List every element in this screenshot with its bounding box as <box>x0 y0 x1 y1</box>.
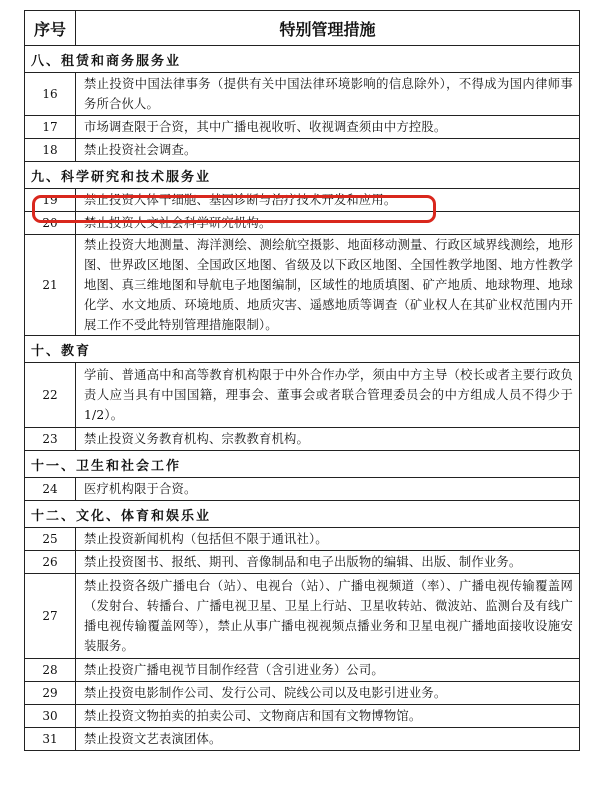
section-title: 十一、卫生和社会工作 <box>25 451 580 478</box>
row-number: 21 <box>25 235 76 336</box>
section-title: 八、租赁和商务服务业 <box>25 46 580 73</box>
special-measures-table <box>24 10 580 751</box>
row-text: 禁止投资社会调查。 <box>76 139 580 162</box>
section-row <box>25 501 580 528</box>
row-number: 19 <box>25 189 76 212</box>
section-title: 十二、文化、体育和娱乐业 <box>25 501 580 528</box>
table-row <box>25 574 580 659</box>
table-row <box>25 139 580 162</box>
row-text: 学前、普通高中和高等教育机构限于中外合作办学，须由中方主导（校长或者主要行政负责人应当具有中国国籍，理事会、董事会或者联合管理委员会的中方组成人员不得少于 1/2）。 <box>76 363 580 428</box>
row-text: 市场调查限于合资，其中广播电视收听、收视调查须由中方控股。 <box>76 116 580 139</box>
row-text: 医疗机构限于合资。 <box>76 478 580 501</box>
table-row <box>25 116 580 139</box>
row-number: 20 <box>25 212 76 235</box>
section-title: 十、教育 <box>25 336 580 363</box>
row-number: 22 <box>25 363 76 428</box>
row-number: 31 <box>25 728 76 751</box>
row-text: 禁止投资大地测量、海洋测绘、测绘航空摄影、地面移动测量、行政区域界线测绘，地形图、世界政区地图、全国政区地图、省级及以下政区地图、全国性教学地图、地方性教学地图、真三维地图和导航电子地图编制，区域性的地质填图、矿产地质、地球物理、地球化学、水文地质、环境地质、地质灾害、遥感地质等调查（矿业权人在其矿业权范围内开展工作不受此特别管理措施限制）。 <box>76 235 580 336</box>
table-row <box>25 728 580 751</box>
row-text: 禁止投资文物拍卖的拍卖公司、文物商店和国有文物博物馆。 <box>76 705 580 728</box>
header-special-measures: 特别管理措施 <box>76 11 580 46</box>
row-number: 27 <box>25 574 76 659</box>
row-text: 禁止投资新闻机构（包括但不限于通讯社）。 <box>76 528 580 551</box>
row-text: 禁止投资文艺表演团体。 <box>76 728 580 751</box>
section-title: 九、科学研究和技术服务业 <box>25 162 580 189</box>
table-row <box>25 363 580 428</box>
table-row <box>25 73 580 116</box>
section-row <box>25 336 580 363</box>
row-text: 禁止投资人体干细胞、基因诊断与治疗技术开发和应用。 <box>76 189 580 212</box>
table-row <box>25 659 580 682</box>
row-text: 禁止投资图书、报纸、期刊、音像制品和电子出版物的编辑、出版、制作业务。 <box>76 551 580 574</box>
row-text: 禁止投资广播电视节目制作经营（含引进业务）公司。 <box>76 659 580 682</box>
header-serial-number: 序号 <box>25 11 76 46</box>
table-row <box>25 682 580 705</box>
row-number: 23 <box>25 428 76 451</box>
table-row <box>25 189 580 212</box>
table-header-row <box>25 11 580 46</box>
row-text: 禁止投资人文社会科学研究机构。 <box>76 212 580 235</box>
section-row <box>25 451 580 478</box>
table-row <box>25 528 580 551</box>
table-row <box>25 235 580 336</box>
table-row <box>25 428 580 451</box>
row-text: 禁止投资中国法律事务（提供有关中国法律环境影响的信息除外），不得成为国内律师事务所合伙人。 <box>76 73 580 116</box>
table-row <box>25 705 580 728</box>
table-row <box>25 478 580 501</box>
row-number: 18 <box>25 139 76 162</box>
section-row <box>25 162 580 189</box>
table-row <box>25 212 580 235</box>
row-text: 禁止投资各级广播电台（站）、电视台（站）、广播电视频道（率）、广播电视传输覆盖网（发射台、转播台、广播电视卫星、卫星上行站、卫星收转站、微波站、监测台及有线广播电视传输覆盖网等），禁止从事广播电视视频点播业务和卫星电视广播地面接收设施安装服务。 <box>76 574 580 659</box>
row-number: 17 <box>25 116 76 139</box>
row-number: 24 <box>25 478 76 501</box>
row-number: 28 <box>25 659 76 682</box>
row-text: 禁止投资电影制作公司、发行公司、院线公司以及电影引进业务。 <box>76 682 580 705</box>
row-number: 16 <box>25 73 76 116</box>
table-row <box>25 551 580 574</box>
row-number: 25 <box>25 528 76 551</box>
section-row <box>25 46 580 73</box>
row-number: 29 <box>25 682 76 705</box>
document-table-container <box>24 10 580 751</box>
row-number: 30 <box>25 705 76 728</box>
row-text: 禁止投资义务教育机构、宗教教育机构。 <box>76 428 580 451</box>
row-number: 26 <box>25 551 76 574</box>
